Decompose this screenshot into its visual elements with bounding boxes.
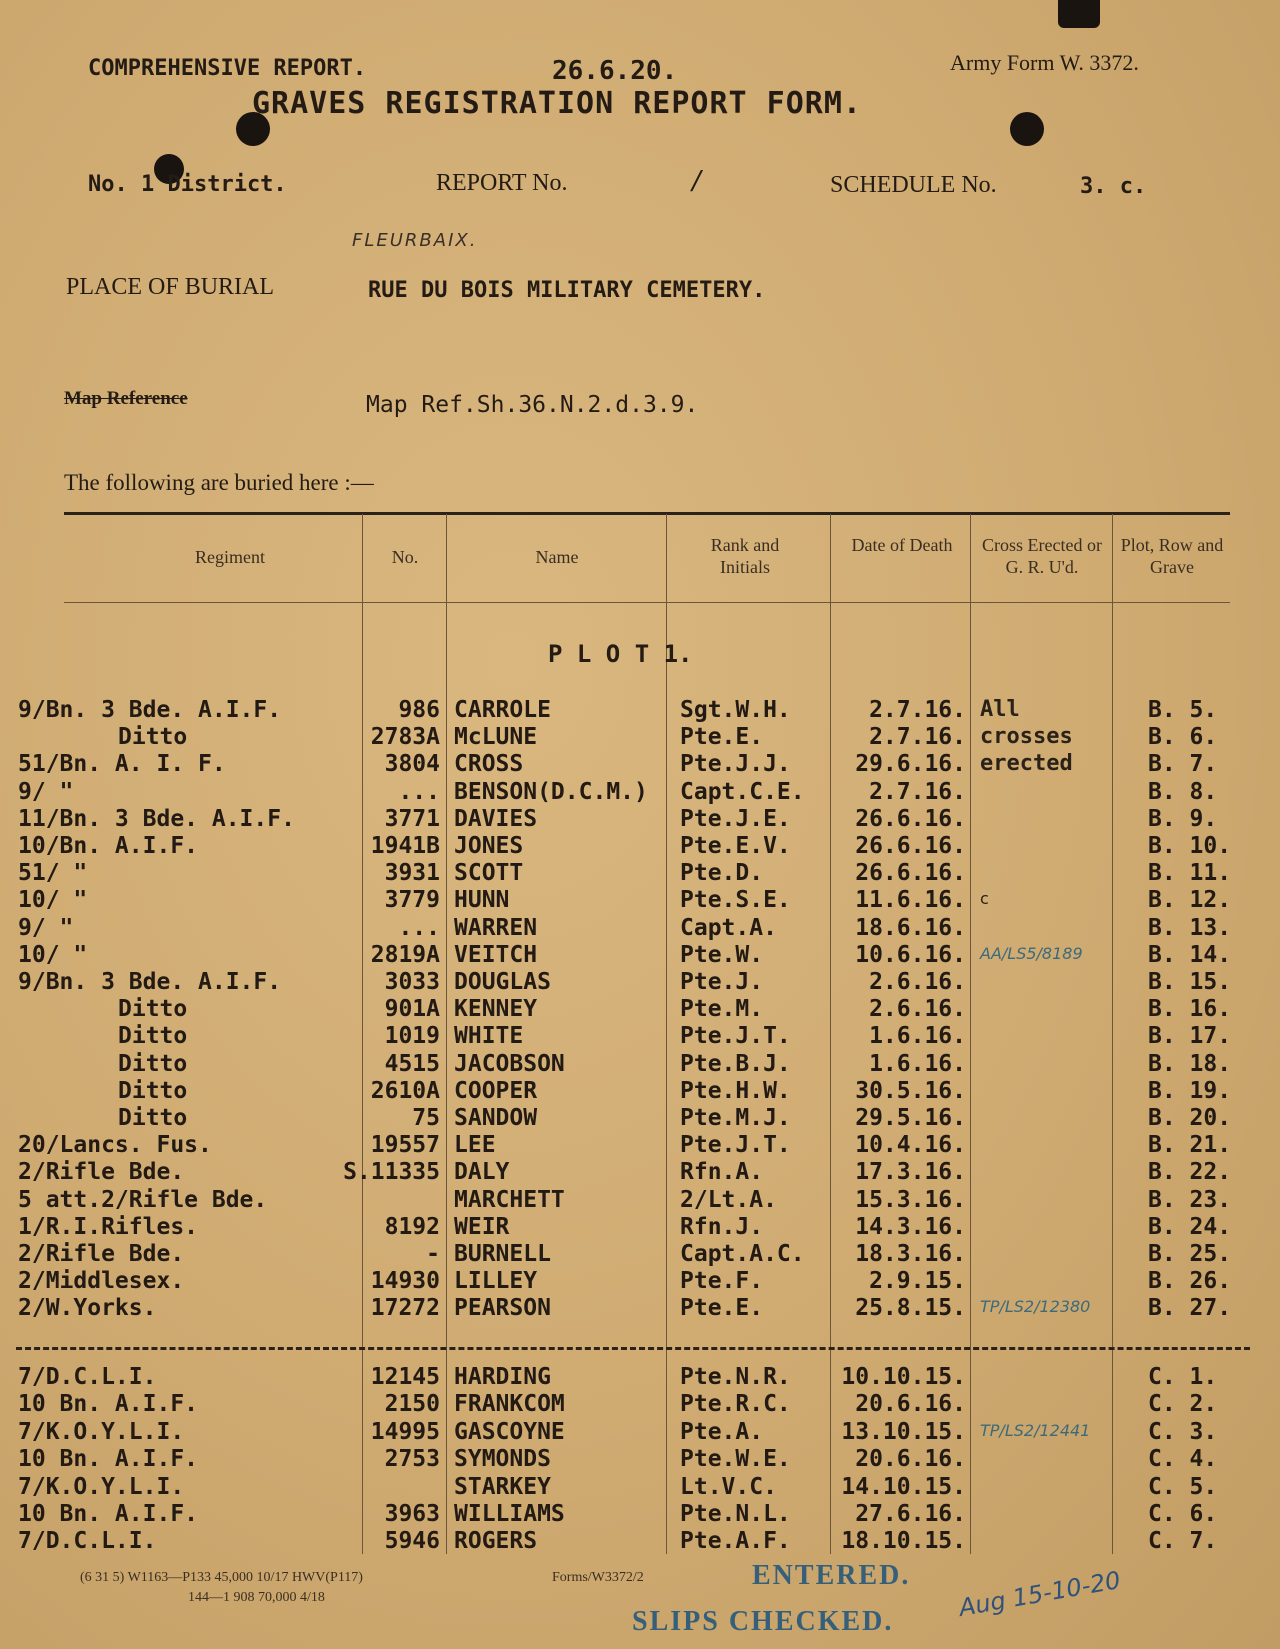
date-of-death-cell: 17.3.16. [855,1159,966,1186]
rank-cell: Pte.E.V. [680,833,791,859]
regiment-cell: 10 Bn. A.I.F. [18,1391,199,1418]
plot-row-grave-cell: B. 9. [1148,805,1218,832]
plot-row-grave-cell: B. 11. [1148,860,1232,887]
name-cell: WILLIAMS [454,1501,565,1527]
regiment-cell: Ditto [118,1050,188,1077]
report-no-label: REPORT No. [436,170,568,196]
date-of-death-cell: 18.3.16. [855,1241,966,1267]
table-row [0,1187,1280,1214]
regiment-cell: 51/Bn. A. I. F. [18,751,226,778]
service-number-cell: ... [398,778,440,805]
cross-erected-cell: crosses [980,724,1073,750]
place-of-burial-value: RUE DU BOIS MILITARY CEMETERY. [368,278,766,303]
date-of-death-cell: 11.6.16. [855,887,966,914]
name-cell: SYMONDS [454,1446,551,1473]
regiment-cell: 7/K.O.Y.L.I. [18,1418,185,1445]
name-cell: DAVIES [454,805,538,832]
regiment-cell: 10 Bn. A.I.F. [18,1501,199,1527]
entered-stamp: ENTERED. [752,1560,911,1591]
date-of-death-cell: 2.6.16. [869,996,966,1023]
table-row [0,1446,1280,1473]
regiment-cell: 10/ " [18,941,88,968]
service-number-cell: ... [398,914,440,941]
name-cell: GASCOYNE [454,1418,565,1445]
rank-cell: Pte.N.L. [680,1501,791,1527]
table-row [0,1023,1280,1050]
rank-cell: Pte.D. [680,860,764,887]
table-row [0,996,1280,1023]
name-cell: ROGERS [454,1528,538,1555]
service-number-cell: 4515 [384,1050,440,1077]
cross-erected-cell: TP/LS2/12441 [980,1420,1091,1440]
plot-row-grave-cell: B. 25. [1148,1241,1232,1267]
regiment-cell: 51/ " [18,860,88,887]
service-number-cell: 14995 [370,1418,440,1445]
rank-cell: Pte.S.E. [680,887,791,914]
name-cell: SANDOW [454,1105,538,1131]
table-row [0,806,1280,833]
service-number-cell: S.11335 [343,1159,440,1186]
name-cell: SCOTT [454,860,524,887]
regiment-cell: 2/Middlesex. [18,1268,185,1295]
service-number-cell: 2783A [370,724,440,751]
service-number-cell: 5946 [384,1528,440,1555]
rank-cell: 2/Lt.A. [680,1186,777,1213]
regiment-cell: 5 att.2/Rifle Bde. [18,1186,268,1213]
name-cell: PEARSON [454,1295,551,1322]
rank-cell: Pte.E. [680,1295,764,1322]
district-label: No. 1 District. [88,172,287,197]
regiment-cell: 9/ " [18,778,74,805]
rank-cell: Pte.J.E. [680,805,791,832]
regiment-cell: 9/Bn. 3 Bde. A.I.F. [18,969,282,995]
table-row [0,1159,1280,1186]
name-cell: KENNEY [454,996,538,1023]
col-header-rank: Rank and Initials [710,535,780,577]
regiment-cell: Ditto [118,996,188,1023]
report-date: 26.6.20. [552,56,678,86]
cross-erected-cell: TP/LS2/12380 [980,1297,1091,1317]
regiment-cell: 11/Bn. 3 Bde. A.I.F. [18,805,295,832]
regiment-cell: 2/Rifle Bde. [18,1241,185,1267]
plot-row-grave-cell: B. 17. [1148,1023,1232,1050]
print-line-1: (6 31 5) W1163—P133 45,000 10/17 HWV(P117) [80,1570,363,1585]
cross-erected-cell: erected [980,751,1073,777]
schedule-no-label: SCHEDULE No. [830,172,997,198]
date-of-death-cell: 13.10.15. [841,1418,966,1445]
service-number-cell: 2610A [370,1077,440,1104]
table-row [0,969,1280,996]
name-cell: LEE [454,1132,496,1159]
rank-cell: Capt.C.E. [680,778,805,805]
name-cell: STARKEY [454,1473,551,1500]
date-of-death-cell: 18.6.16. [855,914,966,941]
table-row [0,1501,1280,1528]
table-row [0,1528,1280,1555]
service-number-cell: 14930 [370,1268,440,1295]
plot-row-grave-cell: B. 18. [1148,1050,1232,1077]
stamp-date-handwritten: Aug 15-10-20 [956,1566,1123,1622]
service-number-cell: 3771 [384,805,440,832]
table-row [0,1051,1280,1078]
report-type: COMPREHENSIVE REPORT. [88,56,367,81]
date-of-death-cell: 26.6.16. [855,805,966,832]
name-cell: CARROLE [454,697,551,723]
slips-checked-stamp: SLIPS CHECKED. [632,1606,894,1637]
report-no-value: / [692,166,701,196]
regiment-cell: 2/Rifle Bde. [18,1159,185,1186]
plot-row-grave-cell: B. 13. [1148,914,1232,941]
rank-cell: Pte.J.J. [680,751,791,778]
plot-row-grave-cell: B. 21. [1148,1132,1232,1159]
name-cell: LILLEY [454,1268,538,1295]
regiment-cell: 2/W.Yorks. [18,1295,157,1322]
col-header-name: Name [535,547,579,567]
plot-row-grave-cell: B. 5. [1148,697,1218,723]
table-top-rule [64,512,1230,515]
rank-cell: Pte.B.J. [680,1050,791,1077]
date-of-death-cell: 2.7.16. [869,697,966,723]
forms-code: Forms/W3372/2 [552,1570,644,1585]
regiment-cell: 10/ " [18,887,88,914]
plot-row-grave-cell: B. 19. [1148,1077,1232,1104]
name-cell: BURNELL [454,1241,551,1267]
table-row [0,1268,1280,1295]
rank-cell: Rfn.J. [680,1213,764,1240]
regiment-cell: 20/Lancs. Fus. [18,1132,212,1159]
plot-row-grave-cell: C. 4. [1148,1446,1218,1473]
rank-cell: Pte.A.F. [680,1528,791,1555]
name-cell: JONES [454,833,524,859]
rank-cell: Pte.W.E. [680,1446,791,1473]
rank-cell: Pte.J. [680,969,764,995]
service-number-cell: 1019 [384,1023,440,1050]
date-of-death-cell: 18.10.15. [841,1528,966,1555]
table-row [0,860,1280,887]
regiment-cell: Ditto [118,1105,188,1131]
plot-row-grave-cell: B. 15. [1148,969,1232,995]
rank-cell: Pte.J.T. [680,1023,791,1050]
date-of-death-cell: 20.6.16. [855,1391,966,1418]
name-cell: HUNN [454,887,510,914]
buried-here-intro: The following are buried here :— [64,470,374,495]
punch-hole [1058,0,1100,28]
form-title: GRAVES REGISTRATION REPORT FORM. [252,86,862,121]
date-of-death-cell: 2.6.16. [869,969,966,995]
army-form-number: Army Form W. 3372. [950,50,1139,75]
rank-cell: Pte.N.R. [680,1364,791,1390]
name-cell: FRANKCOM [454,1391,565,1418]
plot-row-grave-cell: B. 10. [1148,833,1232,859]
rank-cell: Pte.A. [680,1418,764,1445]
service-number-cell: 3779 [384,887,440,914]
table-row [0,697,1280,724]
table-row [0,1295,1280,1322]
regiment-cell: Ditto [118,1023,188,1050]
col-header-regiment: Regiment [195,547,265,567]
service-number-cell: 3931 [384,860,440,887]
date-of-death-cell: 14.10.15. [841,1473,966,1500]
date-of-death-cell: 10.4.16. [855,1132,966,1159]
name-cell: BENSON(D.C.M.) [454,778,648,805]
table-row [0,1391,1280,1418]
rank-cell: Lt.V.C. [680,1473,777,1500]
table-row [0,1132,1280,1159]
service-number-cell: 901A [384,996,440,1023]
plot-heading: P L O T 1. [548,640,693,668]
print-line-2: 144—1 908 70,000 4/18 [188,1590,325,1605]
col-header-cross: Cross Erected or G. R. U'd. [982,535,1102,577]
service-number-cell: 986 [398,697,440,723]
rank-cell: Pte.J.T. [680,1132,791,1159]
cross-erected-cell: All [980,697,1020,722]
service-number-cell: - [426,1241,440,1267]
plot-row-grave-cell: B. 16. [1148,996,1232,1023]
rank-cell: Sgt.W.H. [680,697,791,723]
regiment-cell: 7/D.C.L.I. [18,1364,157,1390]
service-number-cell: 19557 [370,1132,440,1159]
rank-cell: Capt.A. [680,914,777,941]
service-number-cell: 1941B [370,833,440,859]
plot-row-grave-cell: B. 23. [1148,1186,1232,1213]
regiment-cell: 9/Bn. 3 Bde. A.I.F. [18,697,282,723]
date-of-death-cell: 29.5.16. [855,1105,966,1131]
name-cell: WEIR [454,1213,510,1240]
name-cell: DALY [454,1159,510,1186]
name-cell: CROSS [454,751,524,778]
name-cell: MARCHETT [454,1186,565,1213]
name-cell: DOUGLAS [454,969,551,995]
table-row [0,1105,1280,1132]
name-cell: McLUNE [454,724,538,751]
date-of-death-cell: 29.6.16. [855,751,966,778]
date-of-death-cell: 10.10.15. [841,1364,966,1390]
table-row [0,833,1280,860]
name-cell: WHITE [454,1023,524,1050]
rank-cell: Pte.M.J. [680,1105,791,1131]
plot-row-grave-cell: C. 7. [1148,1528,1218,1555]
service-number-cell: 3963 [384,1501,440,1527]
regiment-cell: 9/ " [18,914,74,941]
name-cell: JACOBSON [454,1050,565,1077]
plot-row-grave-cell: B. 6. [1148,724,1218,751]
date-of-death-cell: 10.6.16. [855,941,966,968]
plot-row-grave-cell: C. 1. [1148,1364,1218,1390]
date-of-death-cell: 26.6.16. [855,833,966,859]
rank-cell: Pte.W. [680,941,764,968]
rank-cell: Pte.R.C. [680,1391,791,1418]
service-number-cell: 17272 [370,1295,440,1322]
regiment-cell: Ditto [118,1077,188,1104]
date-of-death-cell: 30.5.16. [855,1077,966,1104]
name-cell: COOPER [454,1077,538,1104]
punch-hole [1010,112,1044,146]
date-of-death-cell: 15.3.16. [855,1186,966,1213]
plot-row-grave-cell: B. 24. [1148,1213,1232,1240]
plot-row-grave-cell: C. 5. [1148,1473,1218,1500]
plot-row-grave-cell: B. 27. [1148,1295,1232,1322]
service-number-cell: 75 [412,1105,440,1131]
table-row [0,1474,1280,1501]
table-row [0,887,1280,914]
handwritten-place: FLEURBAIX. [352,230,478,251]
row-separator [16,1347,1250,1350]
plot-row-grave-cell: B. 8. [1148,778,1218,805]
plot-row-grave-cell: B. 7. [1148,751,1218,778]
plot-row-grave-cell: B. 12. [1148,887,1232,914]
service-number-cell: 3804 [384,751,440,778]
col-header-plot: Plot, Row and Grave [1120,535,1224,577]
regiment-cell: Ditto [118,724,188,751]
regiment-cell: 7/D.C.L.I. [18,1528,157,1555]
regiment-cell: 10/Bn. A.I.F. [18,833,199,859]
date-of-death-cell: 2.7.16. [869,778,966,805]
name-cell: VEITCH [454,941,538,968]
cross-erected-cell: c [980,889,989,909]
table-row [0,751,1280,778]
header-bottom-rule [64,602,1230,603]
table-row [0,1241,1280,1268]
date-of-death-cell: 14.3.16. [855,1213,966,1240]
rank-cell: Pte.F. [680,1268,764,1295]
plot-row-grave-cell: B. 26. [1148,1268,1232,1295]
schedule-no-value: 3. c. [1080,174,1147,199]
table-row [0,942,1280,969]
plot-row-grave-cell: C. 6. [1148,1501,1218,1527]
service-number-cell: 2819A [370,941,440,968]
date-of-death-cell: 25.8.15. [855,1295,966,1322]
place-of-burial-label: PLACE OF BURIAL [66,274,275,300]
table-row [0,1214,1280,1241]
col-header-date: Date of Death [851,535,953,555]
map-reference-label: Map Reference [64,388,188,409]
rank-cell: Rfn.A. [680,1159,764,1186]
table-row [0,915,1280,942]
date-of-death-cell: 26.6.16. [855,860,966,887]
plot-row-grave-cell: B. 22. [1148,1159,1232,1186]
date-of-death-cell: 2.7.16. [869,724,966,751]
date-of-death-cell: 20.6.16. [855,1446,966,1473]
regiment-cell: 10 Bn. A.I.F. [18,1446,199,1473]
rank-cell: Pte.E. [680,724,764,751]
date-of-death-cell: 27.6.16. [855,1501,966,1527]
name-cell: WARREN [454,914,538,941]
table-row [0,1419,1280,1446]
date-of-death-cell: 1.6.16. [869,1023,966,1050]
map-reference-value: Map Ref.Sh.36.N.2.d.3.9. [366,392,699,418]
plot-row-grave-cell: B. 20. [1148,1105,1232,1131]
date-of-death-cell: 1.6.16. [869,1050,966,1077]
table-row [0,779,1280,806]
service-number-cell: 2753 [384,1446,440,1473]
col-header-no: No. [391,547,419,567]
rank-cell: Pte.H.W. [680,1077,791,1104]
regiment-cell: 7/K.O.Y.L.I. [18,1473,185,1500]
service-number-cell: 12145 [370,1364,440,1390]
rank-cell: Capt.A.C. [680,1241,805,1267]
cross-erected-cell: AA/LS5/8189 [980,943,1083,963]
date-of-death-cell: 2.9.15. [869,1268,966,1295]
plot-row-grave-cell: C. 2. [1148,1391,1218,1418]
regiment-cell: 1/R.I.Rifles. [18,1213,199,1240]
name-cell: HARDING [454,1364,551,1390]
service-number-cell: 3033 [384,969,440,995]
table-row [0,724,1280,751]
service-number-cell: 8192 [384,1213,440,1240]
rank-cell: Pte.M. [680,996,764,1023]
plot-row-grave-cell: B. 14. [1148,941,1232,968]
service-number-cell: 2150 [384,1391,440,1418]
plot-row-grave-cell: C. 3. [1148,1418,1218,1445]
table-row [0,1078,1280,1105]
table-row [0,1364,1280,1391]
